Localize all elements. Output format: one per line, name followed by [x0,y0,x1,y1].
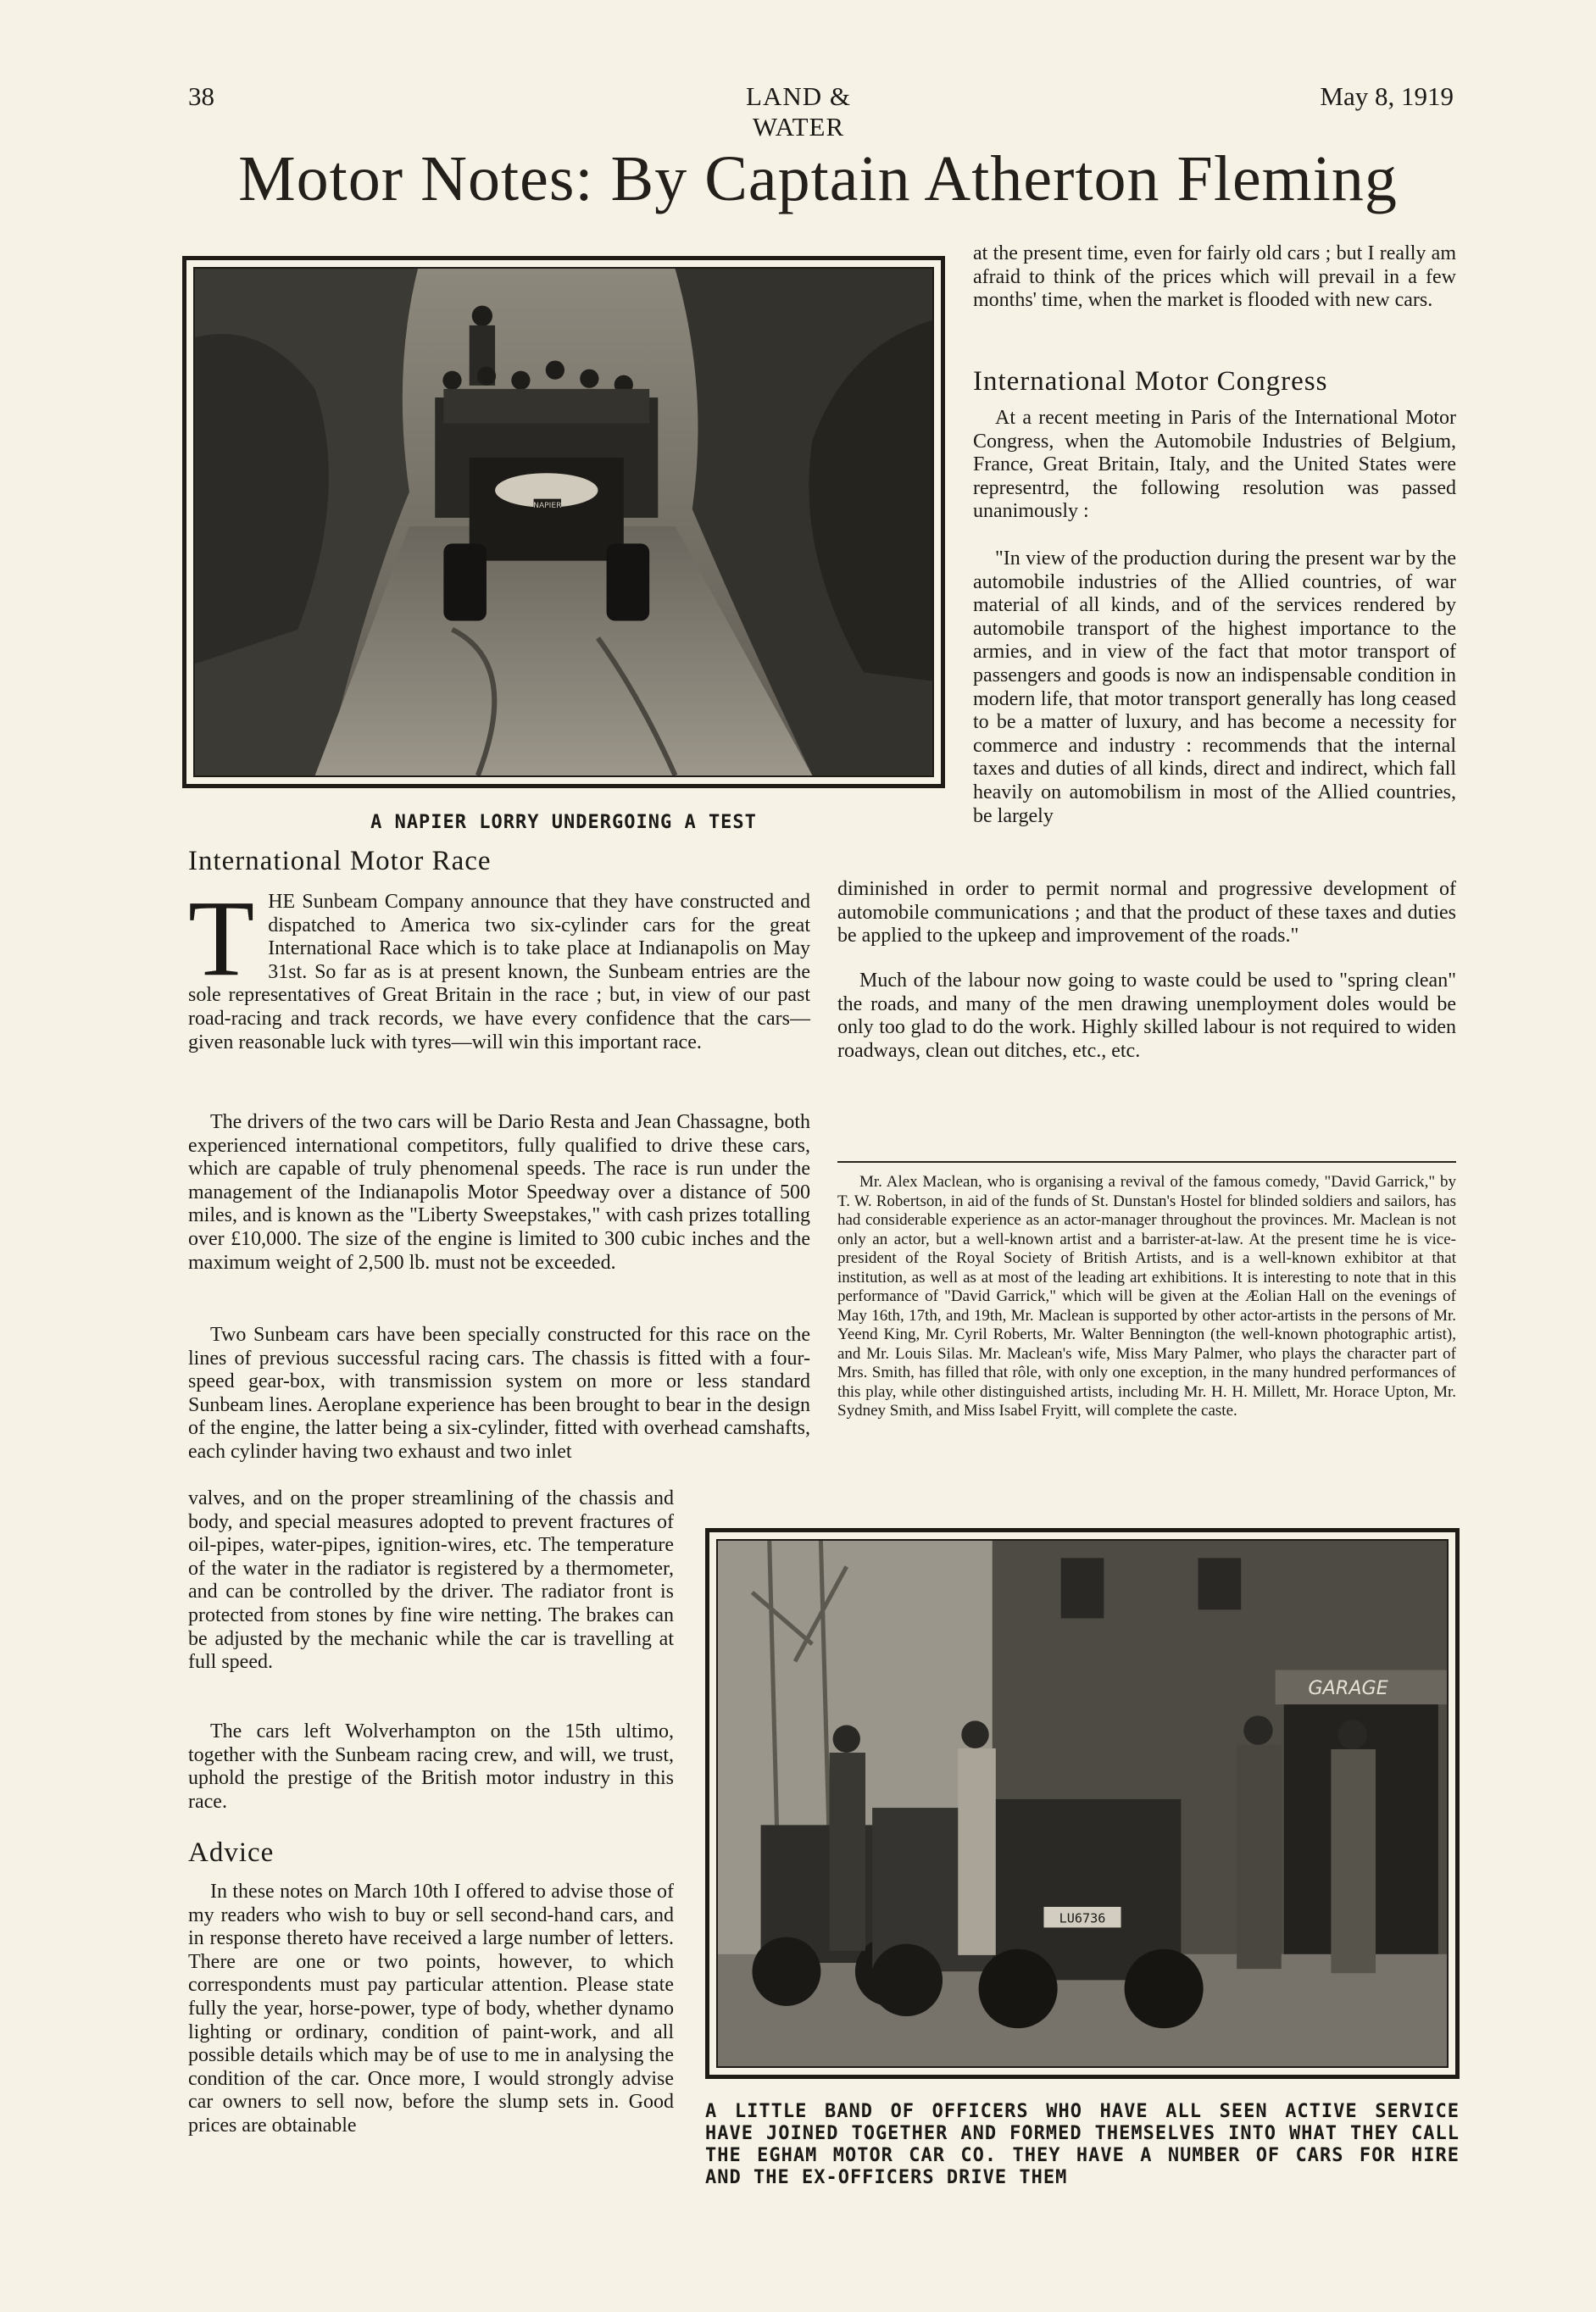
congress-resolution: "In view of the production during the present war by the automobile industries of the Allied countries, of war material of all kinds, and of the services rendered by automobile transport of the highest importance to the armies, and in view of the fact that motor transport of passengers and goods is now an indispensable condition in modern life, that motor transport generally has long ceased to be a matter of luxury, and has become a necessity for commerce and industry : recommends that the internal taxes and duties of all kinds, direct and indirect, which fall heavily on automobilism in most of the Allied countries, be largely [973,547,1456,827]
race-heading: International Motor Race [188,846,492,876]
issue-date: May 8, 1919 [1320,81,1454,111]
magazine-name: LAND & WATER [746,81,851,142]
race-paragraph-4: The cars left Wolverhampton on the 15th ultimo, together with the Sunbeam racing crew, and will, we trust, uphold the prestige of the British motor industry in this race. [188,1720,674,1813]
garage-sign: GARAGE [1308,1676,1388,1699]
congress-paragraph-1: At a recent meeting in Paris of the International Motor Congress, when the Automobile Industries of Belgium, France, Great Britain, Italy, and the United States were representrd, the following resolution was passed unanimously : [973,407,1456,523]
race-paragraph-3-continued: valves, and on the proper streamlining of the chassis and body, and special measures adopted to prevent fractures of oil-pipes, water-pipes, ignition-wires, etc. The temperature of the water in the radiator is registered by a thermometer, and can be controlled by the driver. The radiator front is protected from stones by fine wire netting. The brakes can be adjusted by the mechanic while the car is travelling at full speed. [188,1487,674,1674]
egham-photo-caption: A LITTLE BAND OF OFFICERS WHO HAVE ALL SEEN ACTIVE SERVICE HAVE JOINED TOGETHER AND FORMED THEMSELVES INTO WHAT THEY CALL THE EGHAM MOTOR CAR CO. THEY HAVE A NUMBER OF CARS FOR HIRE AND THE EX-OFFICERS DRIVE THEM [705,2101,1460,2188]
section-divider [837,1161,1456,1163]
napier-lorry-photo [182,256,945,788]
race-paragraph-2: The drivers of the two cars will be Dario Resta and Jean Chassagne, both experienced international competitors, fully qualified to drive these cars, which are capable of truly phenomenal speeds. The race is run under the management of the Indianapolis Motor Speedway over a distance of 500 miles, and is known as the "Liberty Sweepstakes," with cash prizes totalling over £10,000. The size of the engine is limited to 300 cubic inches and the maximum weight of 2,500 lb. must not be exceeded. [188,1111,810,1274]
congress-resolution-continued: diminished in order to permit normal and progressive development of automobile communications ; and that the product of these taxes and duties be applied to the upkeep and improvement of the roads." [837,878,1456,948]
drop-cap: T [188,878,255,998]
page-number: 38 [188,81,214,111]
article-title: Motor Notes: By Captain Atherton Fleming [238,143,1398,214]
maclean-note: Mr. Alex Maclean, who is organising a revival of the famous comedy, "David Garrick," by T. W. Robertson, in aid of the funds of St. Dunstan's Hostel for blinded soldiers and sailors, has had considerable experience as an actor-manager throughout the provinces. Mr. Maclean is not only an actor, but a well-known artist and a barrister-at-law. At the present time he is vice-president of the Royal Society of British Artists, and is a well-known exhibitor at that institution, as well as at most of the leading art exhibitions. It is interesting to note that in this performance of "David Garrick," which will be given at the Æolian Hall on the evenings of May 16th, 17th, and 19th, Mr. Maclean is supported by other actor-artists in the persons of Mr. Yeend King, Mr. Cyril Roberts, Mr. Walter Bennington (the well-known photographic artist), and Mr. Louis Silas. Mr. Maclean's wife, Miss Mary Palmer, who plays the character part of Mrs. Smith, has filled that rôle, with only one exception, in the many hundred performances of this play, while other distinguished artists, including Mr. H. H. Millett, Mr. Horace Upton, Mr. Sydney Smith, and Miss Isabel Fryitt, will complete the caste. [837,1173,1456,1420]
lorry-photo-caption: A NAPIER LORRY UNDERGOING A TEST [370,812,757,833]
running-header [188,81,1454,142]
congress-paragraph-3: Much of the labour now going to waste could be used to "spring clean" the roads, and many of the men drawing unemployment doles would be only too glad to do the work. Highly skilled labour is not required to widen roadways, clean out ditches, etc., etc. [837,970,1456,1062]
advice-heading: Advice [188,1837,275,1868]
race-paragraph-3: Two Sunbeam cars have been specially constructed for this race on the lines of previous successful racing cars. The chassis is fitted with a four-speed gear-box, with transmission system on more or less standard Sunbeam lines. Aeroplane experience has been brought to bear in the design of the engine, the latter being a six-cylinder, fitted with overhead camshafts, each cylinder having two exhaust and two inlet [188,1324,810,1463]
race-paragraph-1: THE Sunbeam Company announce that they have constructed and dispatched to America two six-cylinder cars for the great International Race which is to take place at Indianapolis on May 31st. So far as is at present known, the Sunbeam entries are the sole representatives of Great Britain in the race ; but, in view of our past road-racing and track records, we have every confidence that the cars—given reasonable luck with tyres—will win this important race. [188,878,810,1053]
congress-heading: International Motor Congress [973,366,1328,397]
lorry-photo-illustration [195,269,932,775]
lorry-plate-text: NAPIER [533,501,562,510]
car-plate-text: LU6736 [1059,1910,1106,1926]
garage-photo-illustration [718,1541,1447,2066]
advice-paragraph: In these notes on March 10th I offered to advise those of my readers who wish to buy or sell second-hand cars, and in response thereto have received a large number of letters. There are one or two points, however, to which correspondents must pay particular attention. Please state fully the year, horse-power, type of body, whether dynamo lighting or ordinary, condition of paint-work, and all possible details which may be of use to me in analysing the condition of the car. Once more, I would strongly advise car owners to sell now, before the slump sets in. Good prices are obtainable [188,1881,674,2137]
egham-motor-co-photo [705,1528,1460,2079]
advice-continued-text: at the present time, even for fairly old cars ; but I really am afraid to think of the prices which will prevail in a few months' time, when the market is flooded with new cars. [973,242,1456,312]
